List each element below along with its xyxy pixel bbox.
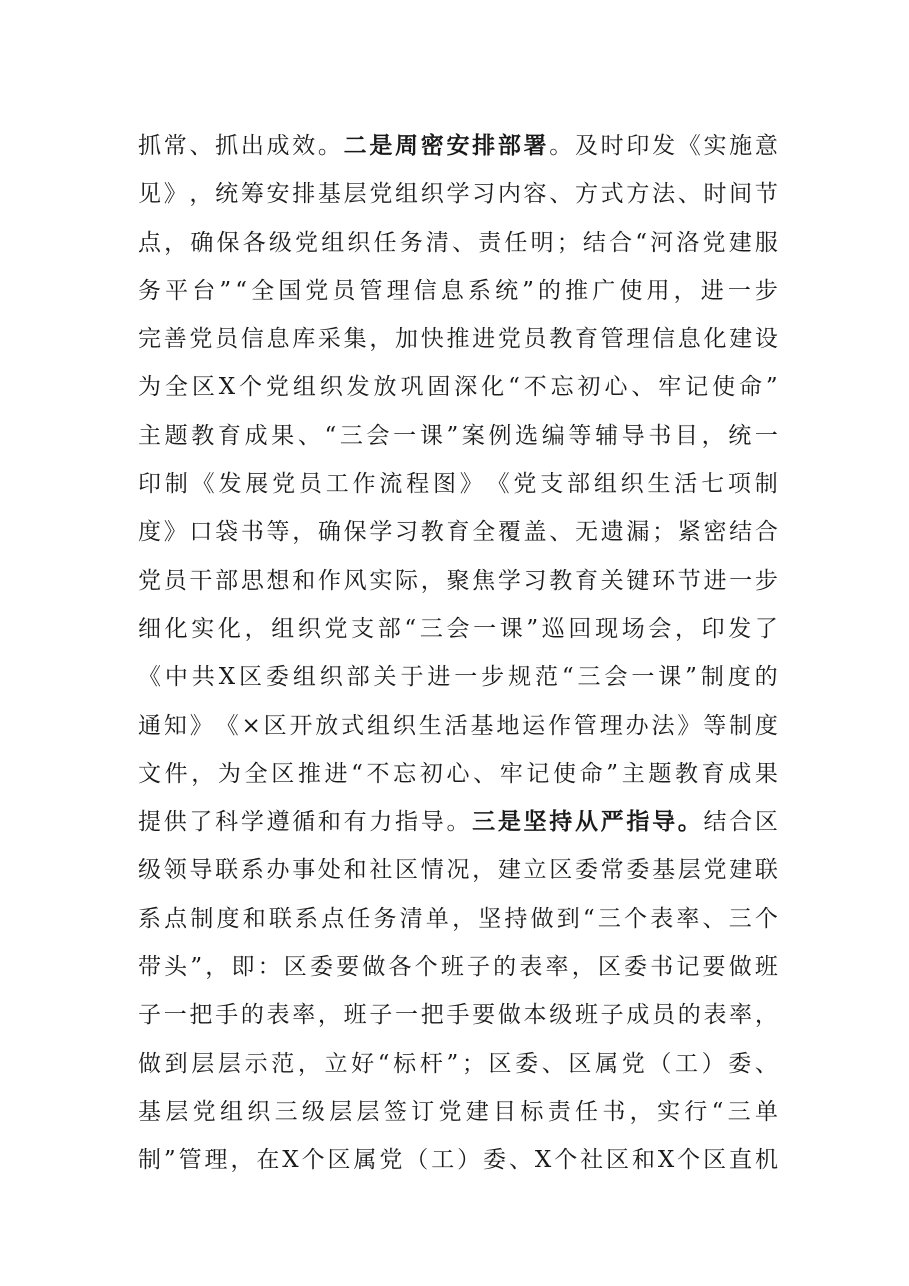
text-line: 制 ” 管 理 ， 在 X 个 区 属 党 （ 工 ） 委 、 X 个 社 区 和 X 个 区 直 机 — [138, 1147, 778, 1174]
text-line: 度 》 口 袋 书 等 ， 确 保 学 习 教 育 全 覆 盖 、 无 遗 漏 ； 紧 密 结 合 — [138, 519, 778, 546]
text-line: 级 领 导 联 系 办 事 处 和 社 区 情 况 ， 建 立 区 委 常 委 基 层 党 建 联 — [138, 857, 778, 884]
text-line: 系 点 制 度 和 联 系 点 任 务 清 单 ， 坚 持 做 到 “ 三 个 表 率 、 三 个 — [138, 905, 778, 932]
text-line: 文 件 ， 为 全 区 推 进 “ 不 忘 初 心 、 牢 记 使 命 ” 主 题 教 育 成 果 — [138, 760, 778, 787]
text-line: 提 供 了 科 学 遵 循 和 有 力 指 导 。 三 是 坚 持 从 严 指 导 。 结 合 区 — [138, 809, 778, 836]
text-line: 做 到 层 层 示 范 ， 立 好 “ 标 杆 ” ； 区 委 、 区 属 党 （ 工 ） 委 、 — [138, 1050, 778, 1077]
text-line: 细 化 实 化 ， 组 织 党 支 部 “ 三 会 一 课 ” 巡 回 现 场 会 ， 印 发 了 — [138, 615, 778, 642]
text-line: 为 全 区 X 个 党 组 织 发 放 巩 固 深 化 “ 不 忘 初 心 、 牢 记 使 命 ” — [138, 374, 778, 401]
text-line: 基 层 党 组 织 三 级 层 层 签 订 党 建 目 标 责 任 书 ， 实 行 “ 三 单 — [138, 1098, 778, 1125]
text-line: 带 头 ” ， 即 ： 区 委 要 做 各 个 班 子 的 表 率 ， 区 委 书 记 要 做 班 — [138, 954, 778, 981]
text-line: 务 平 台 ” “ 全 国 党 员 管 理 信 息 系 统 ” 的 推 广 使 用 ， 进 一 步 — [138, 277, 778, 304]
text-line: 完 善 党 员 信 息 库 采 集 ， 加 快 推 进 党 员 教 育 管 理 信 息 化 建 设 — [138, 326, 778, 353]
text-line: 点 ， 确 保 各 级 党 组 织 任 务 清 、 责 任 明 ； 结 合 “ 河 洛 党 建 服 — [138, 229, 778, 256]
text-line: 党 员 干 部 思 想 和 作 风 实 际 ， 聚 焦 学 习 教 育 关 键 环 节 进 一 步 — [138, 567, 778, 594]
text-line: 《 中 共 X 区 委 组 织 部 关 于 进 一 步 规 范 “ 三 会 一 课 ” 制 度 的 — [138, 664, 778, 691]
body-paragraph — [138, 122, 778, 1185]
text-line: 子 一 把 手 的 表 率 ， 班 子 一 把 手 要 做 本 级 班 子 成 员 的 表 率 ， — [138, 1002, 778, 1029]
text-line: 主 题 教 育 成 果 、 “ 三 会 一 课 ” 案 例 选 编 等 辅 导 书 目 ， 统 一 — [138, 422, 778, 449]
text-line: 抓 常 、 抓 出 成 效 。 二 是 周 密 安 排 部 署 。 及 时 印 发 《 实 施 意 — [138, 133, 778, 159]
text-line: 印 制 《 发 展 党 员 工 作 流 程 图 》 《 党 支 部 组 织 生 活 七 项 制 — [138, 471, 778, 498]
text-line: 通 知 》 《 × 区 开 放 式 组 织 生 活 基 地 运 作 管 理 办 法 》 等 制 度 — [138, 712, 778, 739]
text-line: 见 》 ， 统 筹 安 排 基 层 党 组 织 学 习 内 容 、 方 式 方 法 、 时 间 节 — [138, 181, 778, 208]
